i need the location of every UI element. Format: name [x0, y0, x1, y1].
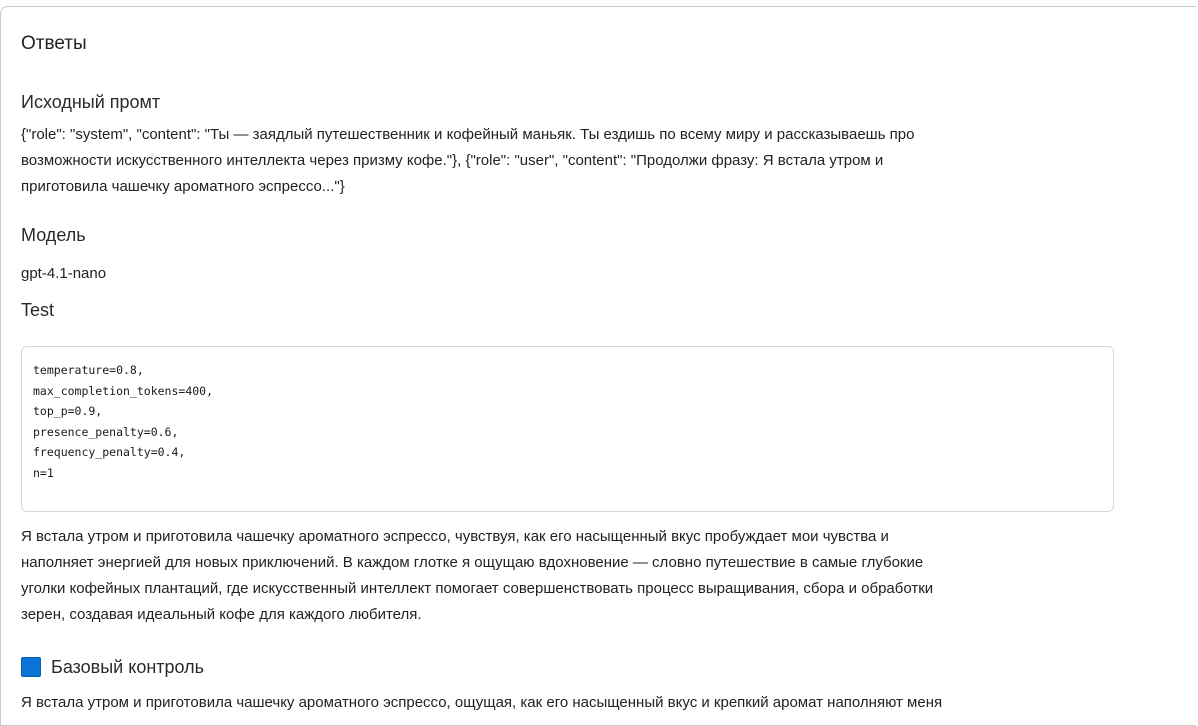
code-line: temperature=0.8,: [33, 363, 144, 377]
code-line: presence_penalty=0.6,: [33, 424, 179, 439]
code-line: top_p=0.9,: [33, 404, 103, 419]
prompt-line: {"role": "system", "content": "Ты — заядлый путешественник и кофейный маньяк. Ты ездишь по всему миру и рассказываешь про: [21, 126, 915, 143]
code-line: n=1: [33, 465, 54, 480]
code-line: frequency_penalty=0.4,: [33, 445, 186, 460]
model-value: gpt-4.1-nano: [21, 265, 107, 282]
answer-line: Я встала утром и приготовила чашечку ароматного эспрессо, чувствуя, как его насыщенный вкус пробуждает мои чувства и: [21, 528, 889, 545]
blue-square-icon: [21, 657, 41, 677]
answer-line: Я встала утром и приготовила чашечку ароматного эспрессо, ощущая, как его насыщенный вкус и крепкий аромат наполняют меня: [21, 694, 943, 711]
prompt-heading: Исходный промт: [21, 92, 161, 112]
code-line: max_completion_tokens=400,: [33, 383, 214, 398]
control-heading-label: Базовый контроль: [51, 657, 205, 677]
params-code-block: [21, 346, 1114, 512]
prompt-line: приготовила чашечку ароматного эспрессо..."}: [21, 178, 345, 195]
panel-title: Ответы: [21, 33, 87, 54]
prompt-line: возможности искусственного интеллекта через призму кофе."}, {"role": "user", "content": "Продолжи фразу: Я встала утром и: [21, 152, 884, 169]
test-answer-text: [21, 524, 1121, 628]
test-heading: Test: [21, 300, 55, 320]
answer-line: зерен, создавая идеальный кофе для каждого любителя.: [21, 606, 422, 623]
prompt-text: [21, 122, 1121, 200]
answer-line: наполняет энергией для новых приключений. В каждом глотке я ощущаю вдохновение — словно путешествие в самые глубокие: [21, 554, 924, 571]
answer-line: уголки кофейных плантаций, где искусственный интеллект помогает совершенствовать процесс выращивания, сбора и обработки: [21, 580, 934, 597]
control-answer-text: [21, 690, 1121, 716]
answers-panel: [0, 6, 1196, 726]
control-heading: [21, 655, 204, 679]
model-heading: Модель: [21, 225, 86, 245]
